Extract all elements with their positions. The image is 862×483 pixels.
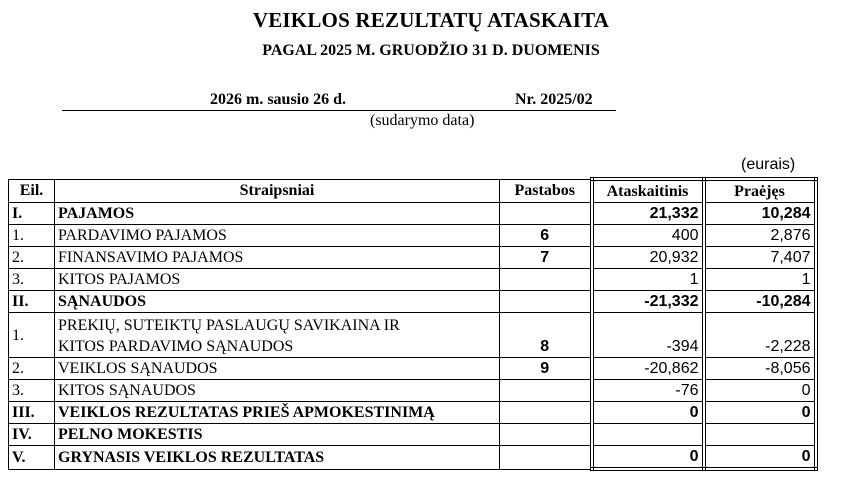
row-item: PARDAVIMO PAJAMOS bbox=[55, 225, 500, 247]
results-table bbox=[8, 177, 818, 471]
header-item: Straipsniai bbox=[55, 179, 500, 203]
row-current: 0 bbox=[592, 402, 704, 424]
row-previous: 1 bbox=[704, 269, 816, 291]
table-row bbox=[9, 247, 816, 269]
table-row bbox=[9, 380, 816, 402]
row-item: KITOS PAJAMOS bbox=[55, 269, 500, 291]
row-note bbox=[500, 424, 592, 446]
row-no: 3. bbox=[9, 269, 55, 291]
row-no: V. bbox=[9, 446, 55, 470]
row-previous: 7,407 bbox=[704, 247, 816, 269]
row-note: 9 bbox=[500, 358, 592, 380]
header-note: Pastabos bbox=[500, 179, 592, 203]
table-row bbox=[9, 313, 816, 358]
row-note bbox=[500, 402, 592, 424]
row-current bbox=[592, 424, 704, 446]
row-note bbox=[500, 203, 592, 225]
row-item: PELNO MOKESTIS bbox=[55, 424, 500, 446]
table-row bbox=[9, 225, 816, 247]
row-item bbox=[55, 313, 500, 358]
row-item: GRYNASIS VEIKLOS REZULTATAS bbox=[55, 446, 500, 470]
row-no: IV. bbox=[9, 424, 55, 446]
row-item: PAJAMOS bbox=[55, 203, 500, 225]
row-current: -21,332 bbox=[592, 291, 704, 313]
table-header-row bbox=[9, 179, 816, 203]
table-row bbox=[9, 402, 816, 424]
row-note: 7 bbox=[500, 247, 592, 269]
row-previous: -2,228 bbox=[704, 313, 816, 358]
currency-label: (eurais) bbox=[741, 156, 796, 173]
table-row bbox=[9, 203, 816, 225]
row-note bbox=[500, 291, 592, 313]
row-current: 0 bbox=[592, 446, 704, 470]
row-note: 6 bbox=[500, 225, 592, 247]
row-current: 400 bbox=[592, 225, 704, 247]
row-current: 20,932 bbox=[592, 247, 704, 269]
row-item: SĄNAUDOS bbox=[55, 291, 500, 313]
row-current: -394 bbox=[592, 313, 704, 358]
table-row bbox=[9, 424, 816, 446]
row-previous: 0 bbox=[704, 380, 816, 402]
row-no: I. bbox=[9, 203, 55, 225]
table-row bbox=[9, 446, 816, 470]
table-row bbox=[9, 291, 816, 313]
header-previous: Praėjęs bbox=[704, 179, 816, 203]
row-item: VEIKLOS REZULTATAS PRIEŠ APMOKESTINIMĄ bbox=[55, 402, 500, 424]
row-item: FINANSAVIMO PAJAMOS bbox=[55, 247, 500, 269]
row-note bbox=[500, 380, 592, 402]
row-previous: 2,876 bbox=[704, 225, 816, 247]
report-subtitle: PAGAL 2025 M. GRUODŽIO 31 D. DUOMENIS bbox=[262, 42, 600, 59]
row-no: 2. bbox=[9, 247, 55, 269]
table-row bbox=[9, 358, 816, 380]
row-previous: 0 bbox=[704, 446, 816, 470]
row-item-line: KITOS PARDAVIMO SĄNAUDOS bbox=[58, 338, 294, 355]
row-note bbox=[500, 446, 592, 470]
row-current: -20,862 bbox=[592, 358, 704, 380]
row-no: 3. bbox=[9, 380, 55, 402]
row-note: 8 bbox=[500, 313, 592, 358]
row-item-line: PREKIŲ, SUTEIKTŲ PASLAUGŲ SAVIKAINA IR bbox=[58, 317, 400, 334]
row-previous: -8,056 bbox=[704, 358, 816, 380]
table-row bbox=[9, 269, 816, 291]
report-title: VEIKLOS REZULTATŲ ATASKAITA bbox=[252, 8, 610, 32]
header-current: Ataskaitinis bbox=[592, 179, 704, 203]
row-previous: -10,284 bbox=[704, 291, 816, 313]
row-no: 2. bbox=[9, 358, 55, 380]
date-hint: (sudarymo data) bbox=[370, 112, 475, 129]
report-date: 2026 m. sausio 26 d. bbox=[210, 91, 347, 108]
row-item: VEIKLOS SĄNAUDOS bbox=[55, 358, 500, 380]
header-no: Eil. bbox=[9, 179, 55, 203]
row-previous bbox=[704, 424, 816, 446]
date-underline bbox=[62, 110, 616, 111]
row-current: 21,332 bbox=[592, 203, 704, 225]
report-number: Nr. 2025/02 bbox=[515, 91, 593, 108]
row-no: III. bbox=[9, 402, 55, 424]
row-no: 1. bbox=[9, 225, 55, 247]
row-no: II. bbox=[9, 291, 55, 313]
row-previous: 10,284 bbox=[704, 203, 816, 225]
row-note bbox=[500, 269, 592, 291]
row-current: 1 bbox=[592, 269, 704, 291]
row-item: KITOS SĄNAUDOS bbox=[55, 380, 500, 402]
row-previous: 0 bbox=[704, 402, 816, 424]
row-current: -76 bbox=[592, 380, 704, 402]
row-no: 1. bbox=[9, 313, 55, 358]
